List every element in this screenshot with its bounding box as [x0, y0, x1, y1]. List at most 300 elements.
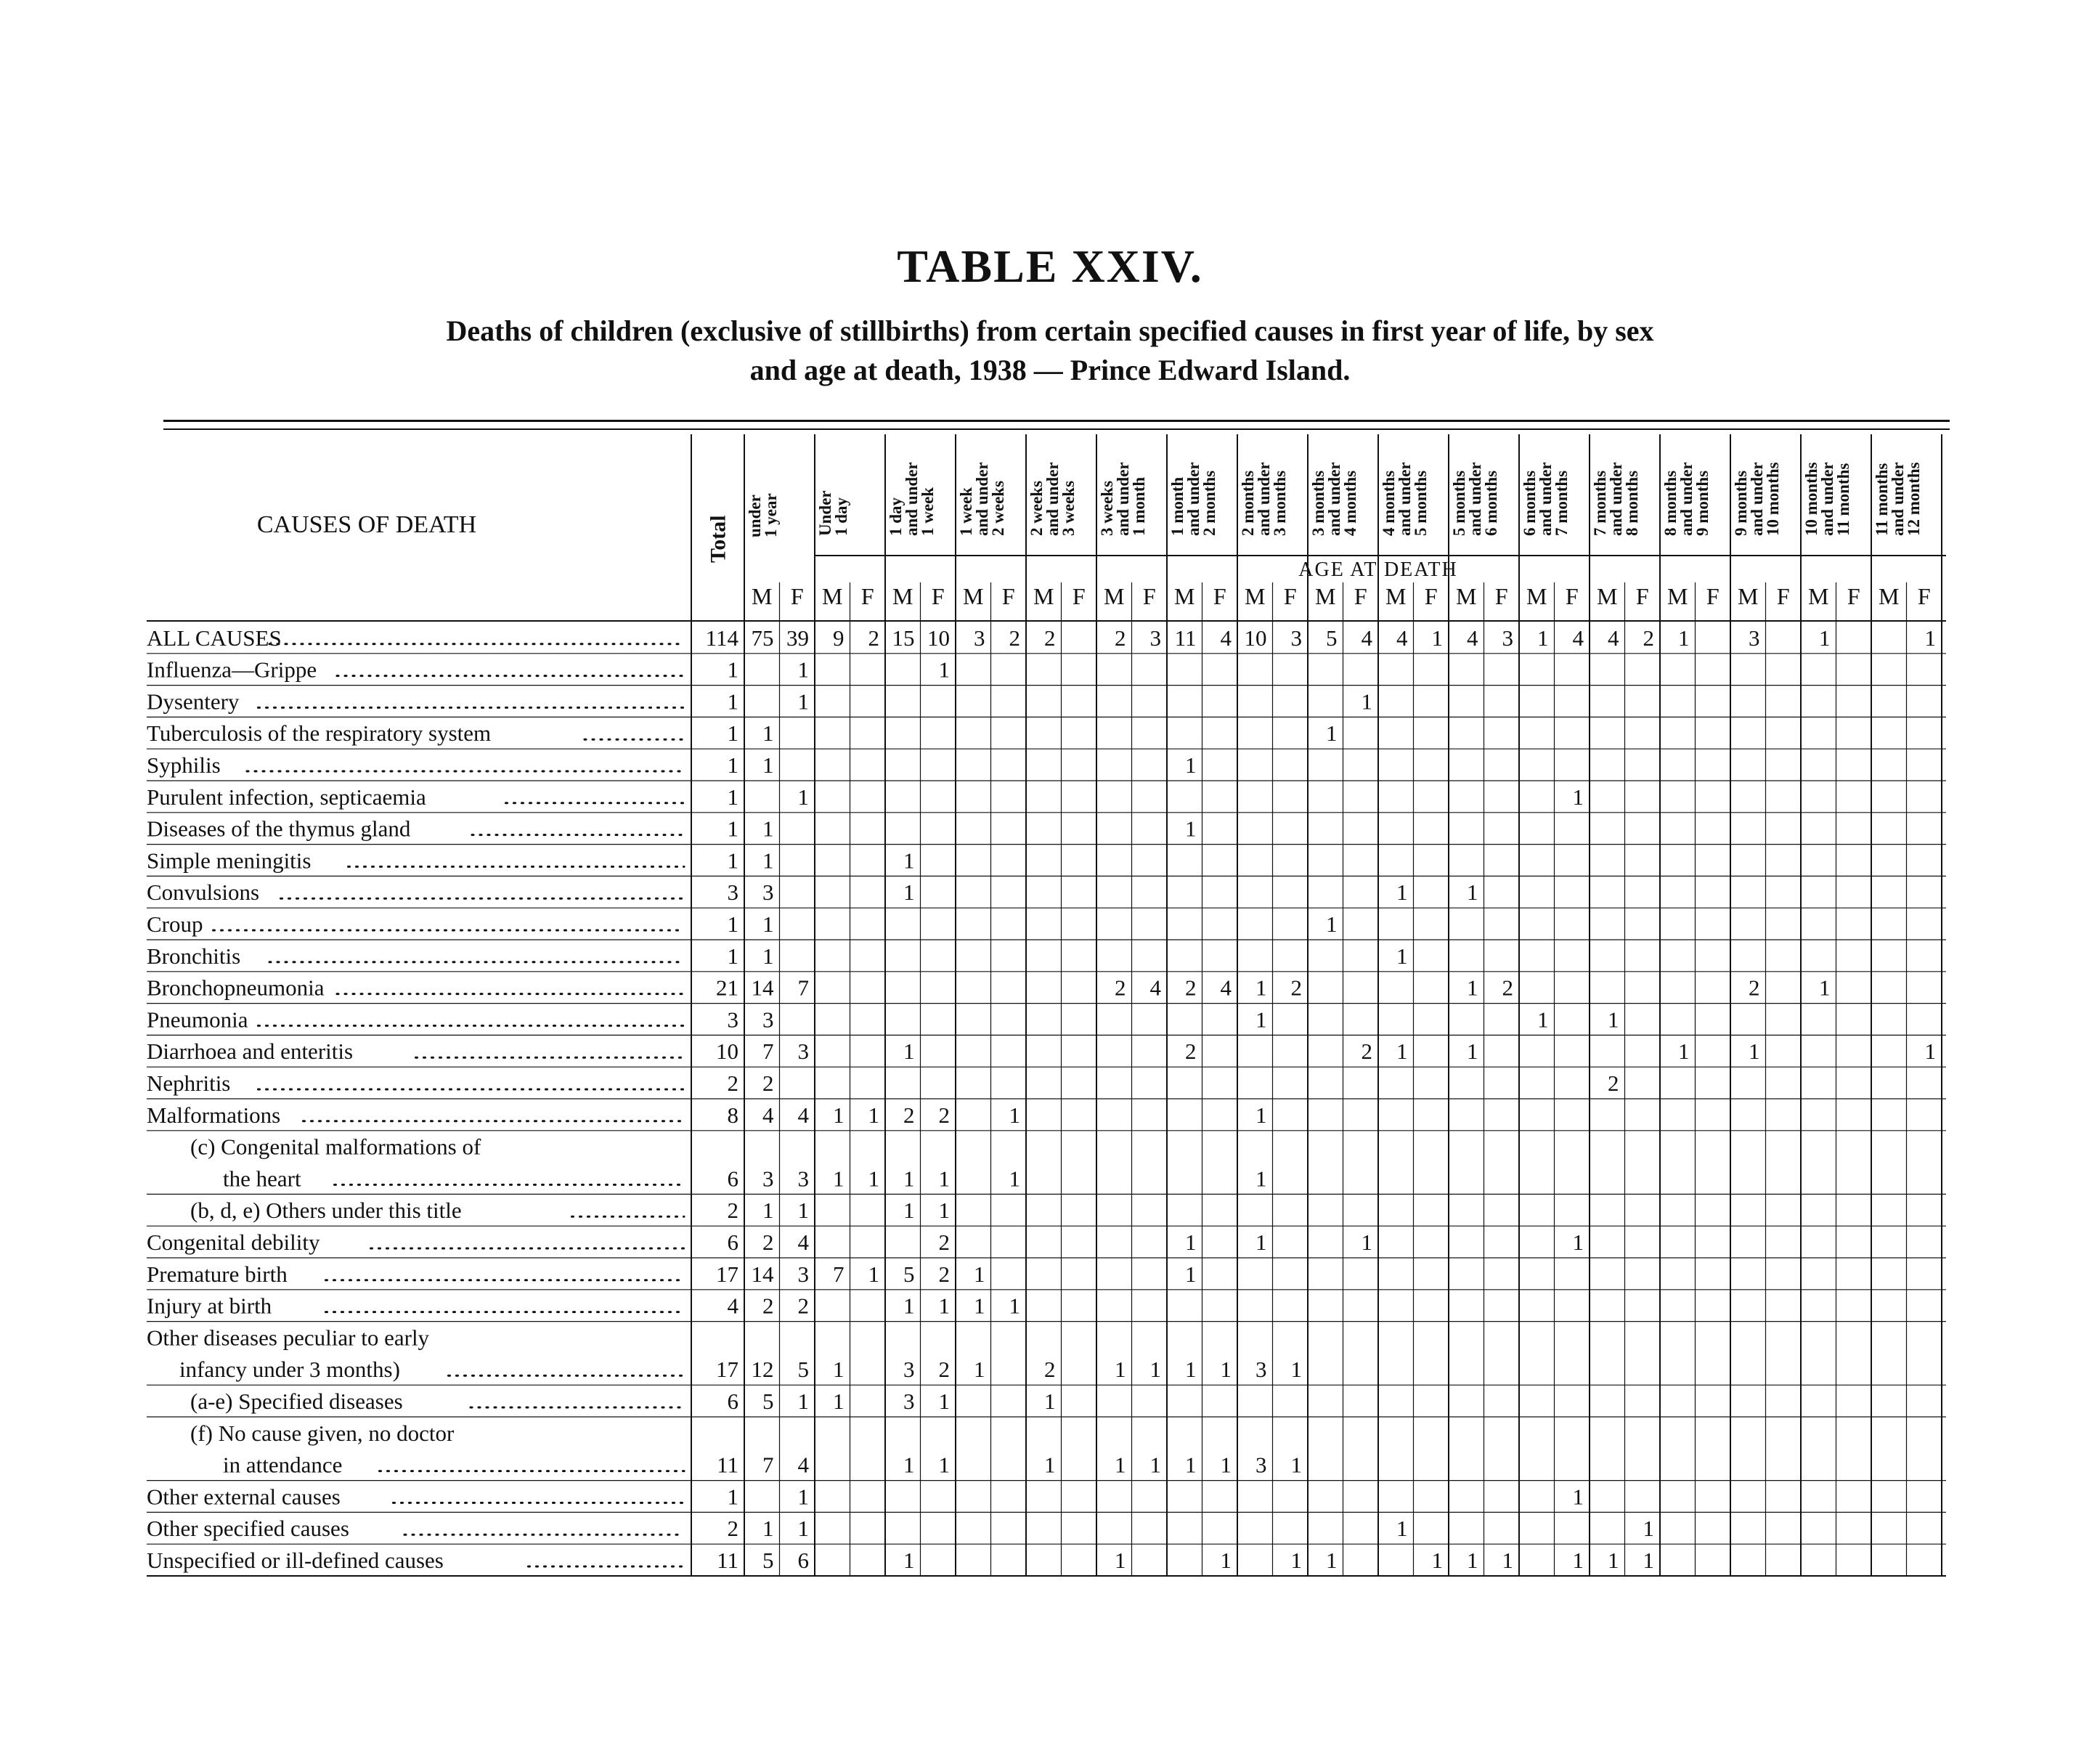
table-title: TABLE XXIV.	[897, 240, 1203, 292]
column-group-15-line-0: 10 months	[1802, 462, 1820, 536]
row-11-cell-13: 4	[1220, 975, 1232, 1001]
column-group-16-line-2: 12 months	[1905, 462, 1923, 536]
row-22-cell-5: 1	[938, 1389, 950, 1414]
sex-label-16: M	[1315, 583, 1336, 609]
row-17-cell-5: 1	[938, 1198, 950, 1224]
sex-label-5: F	[931, 583, 945, 609]
row-8-total: 3	[727, 879, 738, 906]
row-4-cell-0: 1	[762, 752, 774, 778]
column-group-10-line-0: 5 months	[1450, 470, 1468, 536]
row-11-cell-11: 4	[1149, 975, 1161, 1001]
row-10-total: 1	[727, 943, 738, 969]
row-18-cell-0: 2	[762, 1229, 774, 1255]
row-0-cell-30: 1	[1819, 625, 1831, 651]
row-24-total: 1	[727, 1484, 738, 1510]
row-26-cell-15: 1	[1290, 1548, 1302, 1573]
sex-label-10: M	[1104, 583, 1125, 609]
row-0-cell-18: 4	[1396, 625, 1408, 651]
row-20-cell-0: 2	[762, 1293, 774, 1319]
column-group-14-line-2: 10 months	[1764, 462, 1782, 536]
column-group-13-line-2: 9 months	[1693, 470, 1712, 536]
row-3-label-0: Tuberculosis of the respiratory system	[147, 720, 492, 747]
row-16-total: 6	[727, 1166, 738, 1192]
row-20-cell-5: 1	[938, 1293, 950, 1319]
row-16-label-1: the heart	[223, 1166, 301, 1192]
row-15-cell-2: 1	[833, 1102, 845, 1128]
row-24-cell-1: 1	[797, 1484, 809, 1510]
row-20-cell-6: 1	[974, 1293, 985, 1319]
row-21-total: 17	[716, 1357, 738, 1383]
column-group-13-line-1: and under	[1677, 462, 1696, 536]
row-11-cell-1: 7	[797, 975, 809, 1001]
row-26-cell-20: 1	[1467, 1548, 1478, 1573]
row-15-cell-7: 1	[1009, 1102, 1020, 1128]
row-16-cell-5: 1	[938, 1166, 950, 1192]
row-22-total: 6	[727, 1389, 738, 1414]
column-group-12-line-2: 8 months	[1623, 470, 1641, 536]
row-0-cell-24: 4	[1608, 625, 1619, 651]
sex-label-20: M	[1456, 583, 1477, 609]
row-6-cell-12: 1	[1185, 816, 1197, 842]
row-21-cell-10: 1	[1115, 1357, 1126, 1383]
row-0-cell-2: 9	[833, 625, 845, 651]
row-15-cell-4: 2	[903, 1102, 915, 1128]
row-18-cell-14: 1	[1255, 1229, 1267, 1255]
row-0-cell-13: 4	[1220, 625, 1232, 651]
row-19-cell-6: 1	[974, 1261, 985, 1287]
column-group-0-line-0: under	[746, 495, 764, 537]
row-0-cell-17: 4	[1361, 625, 1372, 651]
sex-label-29: F	[1776, 583, 1790, 609]
column-group-9-line-0: 4 months	[1380, 470, 1398, 536]
row-2-cell-17: 1	[1361, 688, 1372, 715]
row-12-cell-14: 1	[1255, 1007, 1267, 1033]
row-14-label-0: Nephritis	[147, 1070, 231, 1096]
row-0-cell-23: 4	[1572, 625, 1584, 651]
row-0-cell-6: 3	[974, 625, 985, 651]
row-0-cell-10: 2	[1115, 625, 1126, 651]
row-4-total: 1	[727, 752, 738, 778]
row-20-cell-7: 1	[1009, 1293, 1020, 1319]
sex-label-3: F	[860, 583, 874, 609]
row-1-cell-5: 1	[938, 657, 950, 683]
sex-label-33: F	[1917, 583, 1931, 609]
row-21-label-0: Other diseases peculiar to early	[147, 1325, 430, 1351]
row-11-label-0: Bronchopneumonia	[147, 975, 325, 1001]
row-25-total: 2	[727, 1516, 738, 1542]
row-0-cell-19: 1	[1431, 625, 1443, 651]
row-0-cell-20: 4	[1467, 625, 1478, 651]
row-24-cell-23: 1	[1572, 1484, 1584, 1510]
row-11-cell-28: 2	[1749, 975, 1760, 1001]
row-0-cell-22: 1	[1537, 625, 1549, 651]
sex-label-9: F	[1072, 583, 1086, 609]
row-26-cell-19: 1	[1431, 1548, 1443, 1573]
row-6-label-0: Diseases of the thymus gland	[147, 816, 411, 842]
row-3-cell-16: 1	[1326, 720, 1338, 747]
row-13-total: 10	[716, 1038, 738, 1065]
row-21-cell-11: 1	[1149, 1357, 1161, 1383]
row-0-cell-21: 3	[1502, 625, 1513, 651]
column-group-3-line-1: and under	[973, 462, 991, 536]
sex-label-4: M	[892, 583, 913, 609]
column-group-5-line-2: 1 month	[1130, 476, 1148, 536]
row-11-cell-15: 2	[1290, 975, 1302, 1001]
sex-label-13: F	[1213, 583, 1226, 609]
row-13-cell-0: 7	[762, 1038, 774, 1065]
row-9-cell-16: 1	[1326, 911, 1338, 937]
row-14-cell-24: 2	[1608, 1070, 1619, 1096]
row-1-label-0: Influenza—Grippe	[147, 657, 317, 683]
row-8-cell-20: 1	[1467, 879, 1478, 906]
row-12-total: 3	[727, 1007, 738, 1033]
column-group-11-line-2: 7 months	[1552, 470, 1571, 536]
column-group-9-line-2: 5 months	[1412, 470, 1430, 536]
row-23-cell-11: 1	[1149, 1452, 1161, 1478]
row-11-cell-10: 2	[1115, 975, 1126, 1001]
row-16-label-0: (c) Congenital malformations of	[190, 1134, 481, 1160]
row-13-cell-12: 2	[1185, 1038, 1197, 1065]
row-20-cell-4: 1	[903, 1293, 915, 1319]
row-5-total: 1	[727, 784, 738, 810]
row-11-cell-14: 1	[1255, 975, 1267, 1001]
row-23-label-0: (f) No cause given, no doctor	[190, 1420, 455, 1446]
causes-of-death-header: CAUSES OF DEATH	[256, 511, 477, 538]
row-11-cell-30: 1	[1819, 975, 1831, 1001]
sex-label-12: M	[1174, 583, 1195, 609]
row-15-total: 8	[727, 1102, 738, 1128]
row-0-cell-25: 2	[1643, 625, 1654, 651]
row-21-cell-4: 3	[903, 1357, 915, 1383]
column-group-8-line-2: 4 months	[1341, 470, 1359, 536]
row-15-cell-1: 4	[797, 1102, 809, 1128]
row-8-cell-4: 1	[903, 879, 915, 906]
row-23-cell-8: 1	[1044, 1452, 1056, 1478]
sex-label-24: M	[1597, 583, 1618, 609]
row-23-total: 11	[717, 1452, 738, 1478]
column-group-7-line-1: and under	[1255, 462, 1273, 536]
row-14-total: 2	[727, 1070, 738, 1096]
row-0-cell-33: 1	[1924, 625, 1936, 651]
row-23-cell-0: 7	[762, 1452, 774, 1478]
row-16-cell-3: 1	[868, 1166, 879, 1192]
column-group-14-line-0: 9 months	[1732, 470, 1750, 536]
row-0-cell-12: 11	[1174, 625, 1197, 651]
column-group-5-line-1: and under	[1114, 462, 1132, 536]
column-group-1-line-0: Under	[816, 490, 834, 536]
row-26-total: 11	[717, 1548, 738, 1573]
row-0-cell-8: 2	[1044, 625, 1056, 651]
row-22-cell-8: 1	[1044, 1389, 1056, 1414]
row-26-cell-0: 5	[762, 1548, 774, 1573]
row-16-cell-2: 1	[833, 1166, 845, 1192]
row-26-cell-21: 1	[1502, 1548, 1513, 1573]
row-9-label-0: Croup	[147, 911, 203, 937]
row-7-label-0: Simple meningitis	[147, 847, 312, 874]
row-11-cell-21: 2	[1502, 975, 1513, 1001]
row-13-cell-18: 1	[1396, 1038, 1408, 1065]
row-25-cell-25: 1	[1643, 1516, 1654, 1542]
row-11-cell-0: 14	[751, 975, 774, 1001]
row-26-cell-13: 1	[1220, 1548, 1232, 1573]
row-2-cell-1: 1	[797, 688, 809, 715]
row-0-total: 114	[705, 625, 738, 651]
row-26-cell-24: 1	[1608, 1548, 1619, 1573]
row-16-cell-7: 1	[1009, 1166, 1020, 1192]
row-3-total: 1	[727, 720, 738, 747]
row-21-cell-0: 12	[751, 1357, 774, 1383]
row-10-cell-18: 1	[1396, 943, 1408, 969]
row-13-cell-1: 3	[797, 1038, 809, 1065]
row-9-total: 1	[727, 911, 738, 937]
row-17-label-0: (b, d, e) Others under this title	[190, 1198, 462, 1224]
column-group-13-line-0: 8 months	[1661, 470, 1680, 536]
column-group-12-line-0: 7 months	[1591, 470, 1609, 536]
row-17-cell-0: 1	[762, 1198, 774, 1224]
sex-label-31: F	[1847, 583, 1860, 609]
row-11-cell-12: 2	[1185, 975, 1197, 1001]
row-22-label-0: (a-e) Specified diseases	[190, 1389, 403, 1414]
row-21-cell-15: 1	[1290, 1357, 1302, 1383]
row-7-cell-4: 1	[903, 847, 915, 874]
row-4-cell-12: 1	[1185, 752, 1197, 778]
table-subtitle-line-1: Deaths of children (exclusive of stillbirths) from certain specified causes in first year of life, by sex	[446, 314, 1654, 347]
row-20-label-0: Injury at birth	[147, 1293, 272, 1319]
row-23-cell-13: 1	[1220, 1452, 1232, 1478]
sex-label-11: F	[1142, 583, 1156, 609]
row-5-label-0: Purulent infection, septicaemia	[147, 784, 426, 810]
row-19-total: 17	[716, 1261, 738, 1287]
row-21-cell-6: 1	[974, 1357, 985, 1383]
row-12-label-0: Pneumonia	[147, 1007, 248, 1033]
sex-label-14: M	[1245, 583, 1266, 609]
row-26-label-0: Unspecified or ill-defined causes	[147, 1548, 444, 1573]
sex-label-15: F	[1283, 583, 1297, 609]
row-10-cell-0: 1	[762, 943, 774, 969]
row-6-cell-0: 1	[762, 816, 774, 842]
row-26-cell-4: 1	[903, 1548, 915, 1573]
row-13-cell-20: 1	[1467, 1038, 1478, 1065]
column-group-8-line-1: and under	[1325, 462, 1343, 536]
row-1-total: 1	[727, 657, 738, 683]
row-16-cell-0: 3	[762, 1166, 774, 1192]
column-group-6-line-2: 2 months	[1200, 470, 1218, 536]
row-24-label-0: Other external causes	[147, 1484, 341, 1510]
row-21-cell-14: 3	[1255, 1357, 1267, 1383]
row-12-cell-22: 1	[1537, 1007, 1549, 1033]
row-19-cell-12: 1	[1185, 1261, 1197, 1287]
row-2-total: 1	[727, 688, 738, 715]
column-group-6-line-1: and under	[1184, 462, 1202, 536]
row-5-cell-23: 1	[1572, 784, 1584, 810]
row-0-cell-5: 10	[927, 625, 950, 651]
column-group-5-line-0: 3 weeks	[1098, 480, 1116, 536]
row-3-cell-0: 1	[762, 720, 774, 747]
row-26-cell-25: 1	[1643, 1548, 1654, 1573]
table-subtitle-line-2: and age at death, 1938 — Prince Edward Island.	[749, 354, 1351, 386]
row-25-cell-0: 1	[762, 1516, 774, 1542]
row-17-total: 2	[727, 1198, 738, 1224]
row-18-cell-23: 1	[1572, 1229, 1584, 1255]
row-13-cell-26: 1	[1678, 1038, 1690, 1065]
row-20-cell-1: 2	[797, 1293, 809, 1319]
row-0-cell-14: 10	[1244, 625, 1267, 651]
row-23-cell-4: 1	[903, 1452, 915, 1478]
row-13-cell-33: 1	[1924, 1038, 1936, 1065]
column-group-2-line-0: 1 day	[887, 497, 905, 536]
column-group-12-line-1: and under	[1607, 462, 1625, 536]
row-19-cell-4: 5	[903, 1261, 915, 1287]
row-17-cell-4: 1	[903, 1198, 915, 1224]
column-group-4-line-1: and under	[1043, 462, 1062, 536]
row-1-cell-1: 1	[797, 657, 809, 683]
column-group-2-line-2: 1 week	[919, 487, 937, 536]
column-group-4-line-0: 2 weeks	[1027, 480, 1046, 536]
age-at-death-header: AGE AT DEATH	[1298, 558, 1458, 581]
row-19-cell-5: 2	[938, 1261, 950, 1287]
row-17-cell-1: 1	[797, 1198, 809, 1224]
sex-label-23: F	[1565, 583, 1579, 609]
row-18-cell-12: 1	[1185, 1229, 1197, 1255]
row-21-cell-12: 1	[1185, 1357, 1197, 1383]
row-22-cell-4: 3	[903, 1389, 915, 1414]
row-8-cell-0: 3	[762, 879, 774, 906]
row-18-label-0: Congenital debility	[147, 1229, 320, 1255]
row-25-label-0: Other specified causes	[147, 1516, 349, 1542]
row-0-cell-4: 15	[892, 625, 915, 651]
row-13-cell-17: 2	[1361, 1038, 1372, 1065]
row-21-cell-2: 1	[833, 1357, 845, 1383]
column-group-14-line-1: and under	[1748, 462, 1766, 536]
row-26-cell-23: 1	[1572, 1548, 1584, 1573]
row-16-cell-1: 3	[797, 1166, 809, 1192]
row-0-cell-1: 39	[786, 625, 809, 651]
row-25-cell-18: 1	[1396, 1516, 1408, 1542]
row-0-cell-15: 3	[1290, 625, 1302, 651]
row-0-cell-16: 5	[1326, 625, 1338, 651]
sex-label-32: M	[1879, 583, 1900, 609]
row-15-cell-5: 2	[938, 1102, 950, 1128]
row-18-cell-5: 2	[938, 1229, 950, 1255]
row-22-cell-0: 5	[762, 1389, 774, 1414]
row-11-total: 21	[716, 975, 738, 1001]
column-group-15-line-2: 11 months	[1834, 463, 1852, 536]
row-26-cell-16: 1	[1326, 1548, 1338, 1573]
column-group-15-line-1: and under	[1818, 462, 1836, 536]
row-19-cell-3: 1	[868, 1261, 879, 1287]
row-23-cell-14: 3	[1255, 1452, 1267, 1478]
sex-label-7: F	[1001, 583, 1015, 609]
row-23-cell-1: 4	[797, 1452, 809, 1478]
sex-label-21: F	[1494, 583, 1508, 609]
row-0-cell-11: 3	[1149, 625, 1161, 651]
sex-label-25: F	[1635, 583, 1649, 609]
row-15-cell-3: 1	[868, 1102, 879, 1128]
column-group-10-line-2: 6 months	[1482, 470, 1500, 536]
row-0-cell-3: 2	[868, 625, 879, 651]
row-19-cell-0: 14	[751, 1261, 774, 1287]
column-group-8-line-0: 3 months	[1309, 470, 1327, 536]
row-0-cell-0: 75	[751, 625, 774, 651]
row-26-cell-1: 6	[797, 1548, 809, 1573]
column-group-7-line-0: 2 months	[1239, 470, 1257, 536]
row-26-cell-10: 1	[1115, 1548, 1126, 1573]
sex-label-6: M	[963, 583, 984, 609]
row-18-cell-1: 4	[797, 1229, 809, 1255]
row-21-label-1: infancy under 3 months)	[179, 1357, 400, 1383]
row-19-label-0: Premature birth	[147, 1261, 288, 1287]
sex-label-2: M	[822, 583, 843, 609]
row-23-label-1: in attendance	[223, 1452, 343, 1478]
column-group-10-line-1: and under	[1466, 462, 1484, 536]
row-13-label-0: Diarrhoea and enteritis	[147, 1038, 354, 1065]
row-13-cell-28: 1	[1749, 1038, 1760, 1065]
row-10-label-0: Bronchitis	[147, 943, 241, 969]
row-5-cell-1: 1	[797, 784, 809, 810]
column-group-9-line-1: and under	[1396, 462, 1414, 536]
row-9-cell-0: 1	[762, 911, 774, 937]
row-14-cell-0: 2	[762, 1070, 774, 1096]
row-15-cell-0: 4	[762, 1102, 774, 1128]
row-8-cell-18: 1	[1396, 879, 1408, 906]
column-group-11-line-0: 6 months	[1521, 470, 1539, 536]
row-0-cell-26: 1	[1678, 625, 1690, 651]
sex-label-17: F	[1354, 583, 1367, 609]
sex-label-8: M	[1033, 583, 1054, 609]
row-23-cell-10: 1	[1115, 1452, 1126, 1478]
row-23-cell-5: 1	[938, 1452, 950, 1478]
row-0-cell-7: 2	[1009, 625, 1020, 651]
column-group-16-line-1: and under	[1889, 462, 1907, 536]
column-group-1-line-1: 1 day	[832, 497, 850, 536]
row-15-label-0: Malformations	[147, 1102, 281, 1128]
row-4-label-0: Syphilis	[147, 752, 221, 778]
row-19-cell-2: 7	[833, 1261, 845, 1287]
sex-label-19: F	[1424, 583, 1438, 609]
row-16-cell-4: 1	[903, 1166, 915, 1192]
column-group-0-line-1: 1 year	[762, 493, 780, 537]
row-25-cell-1: 1	[797, 1516, 809, 1542]
column-group-11-line-1: and under	[1537, 462, 1555, 536]
row-23-cell-12: 1	[1185, 1452, 1197, 1478]
sex-label-18: M	[1385, 583, 1407, 609]
row-0-label-0: ALL CAUSES	[147, 625, 282, 651]
sex-label-28: M	[1738, 583, 1759, 609]
row-20-total: 4	[727, 1293, 738, 1319]
row-18-total: 6	[727, 1229, 738, 1255]
row-21-cell-5: 2	[938, 1357, 950, 1383]
row-12-cell-24: 1	[1608, 1007, 1619, 1033]
column-group-2-line-1: and under	[903, 462, 921, 536]
row-23-cell-15: 1	[1290, 1452, 1302, 1478]
row-11-cell-20: 1	[1467, 975, 1478, 1001]
column-group-4-line-2: 3 weeks	[1059, 480, 1078, 536]
total-column-header: Total	[706, 515, 730, 563]
row-16-cell-14: 1	[1255, 1166, 1267, 1192]
column-group-3-line-0: 1 week	[957, 487, 975, 536]
row-22-cell-2: 1	[833, 1389, 845, 1414]
sex-label-1: F	[790, 583, 804, 609]
row-13-cell-4: 1	[903, 1038, 915, 1065]
row-15-cell-14: 1	[1255, 1102, 1267, 1128]
row-19-cell-1: 3	[797, 1261, 809, 1287]
sex-label-22: M	[1526, 583, 1547, 609]
sex-label-27: F	[1706, 583, 1720, 609]
row-2-label-0: Dysentery	[147, 688, 240, 715]
column-group-3-line-2: 2 weeks	[989, 480, 1007, 536]
row-7-total: 1	[727, 847, 738, 874]
row-22-cell-1: 1	[797, 1389, 809, 1414]
